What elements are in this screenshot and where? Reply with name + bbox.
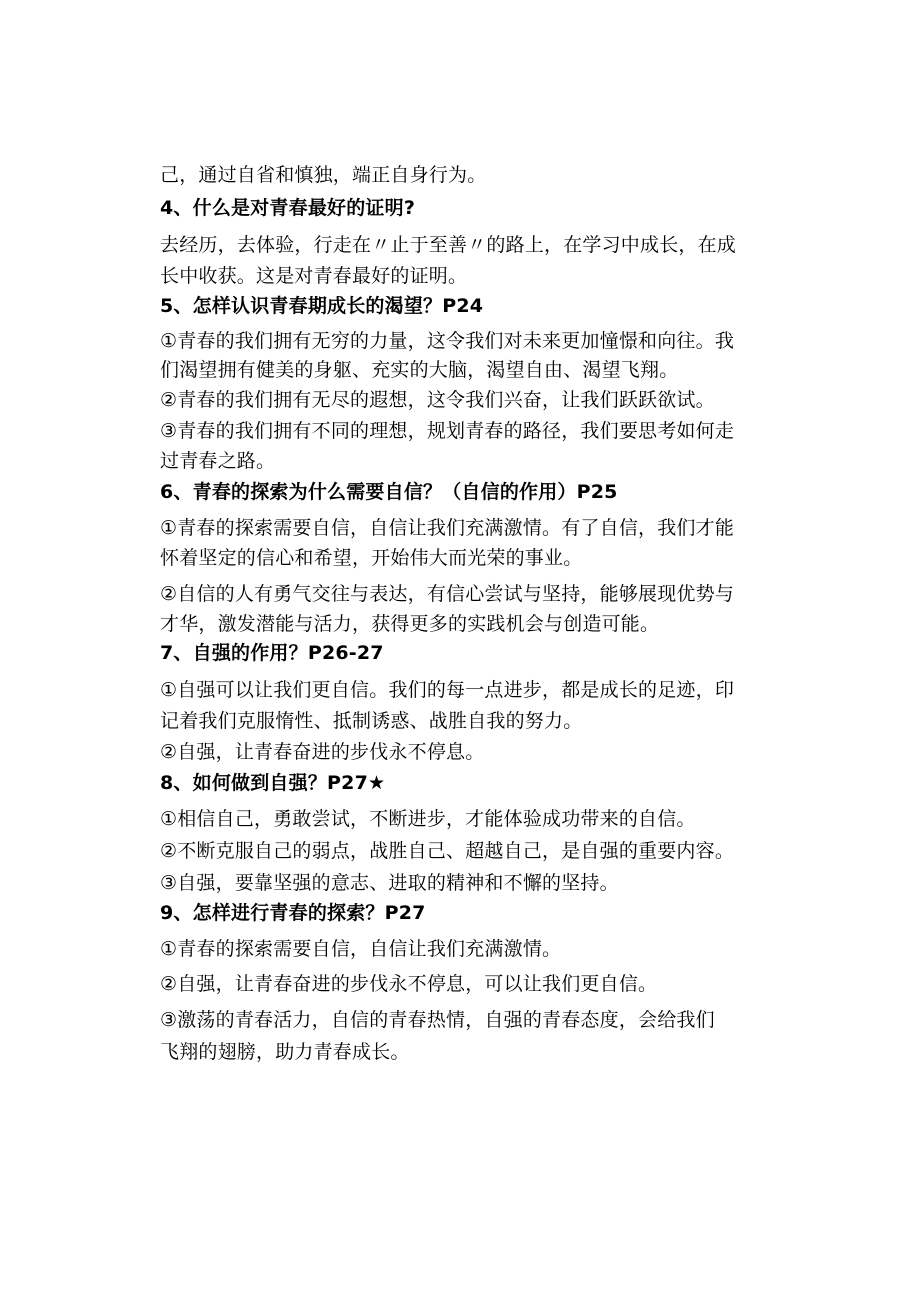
body-line: ①相信自己，勇敢尝试，不断进步，才能体验成功带来的自信。 — [160, 808, 696, 830]
question-heading: 4、什么是对青春最好的证明? — [160, 197, 416, 219]
body-line: ③自强，要靠坚强的意志、进取的精神和不懈的坚持。 — [160, 872, 619, 894]
body-line: ③青春的我们拥有不同的理想，规划青春的路径，我们要思考如何走 — [160, 420, 735, 442]
body-line: 们渴望拥有健美的身躯、充实的大脑，渴望自由、渴望飞翔。 — [160, 359, 679, 381]
body-line: 长中收获。这是对青春最好的证明。 — [160, 265, 468, 287]
body-line: ①青春的探索需要自信，自信让我们充满激情。 — [160, 938, 562, 960]
body-line: 己，通过自省和慎独，端正自身行为。 — [160, 164, 487, 186]
question-heading: 8、如何做到自强？P27★ — [160, 772, 386, 794]
body-line: 才华，激发潜能与活力，获得更多的实践机会与创造可能。 — [160, 613, 660, 635]
body-line: 记着我们克服惰性、抵制诱惑、战胜自我的努力。 — [160, 710, 583, 732]
body-line: 怀着坚定的信心和希望，开始伟大而光荣的事业。 — [160, 547, 583, 569]
body-line: ③激荡的青春活力，自信的青春热情，自强的青春态度，会给我们 — [160, 1009, 715, 1031]
body-line: 过青春之路。 — [160, 450, 276, 472]
body-line: 飞翔的翅膀，助力青春成长。 — [160, 1041, 410, 1063]
question-heading: 7、自强的作用？P26-27 — [160, 642, 384, 664]
question-heading: 6、青春的探索为什么需要自信？（自信的作用）P25 — [160, 481, 618, 503]
body-line: ②自信的人有勇气交往与表达，有信心尝试与坚持，能够展现优势与 — [160, 583, 735, 605]
body-line: ①自强可以让我们更自信。我们的每一点进步，都是成长的足迹，印 — [160, 679, 735, 701]
body-line: ②青春的我们拥有无尽的遐想，这令我们兴奋，让我们跃跃欲试。 — [160, 389, 715, 411]
question-heading: 9、怎样进行青春的探索？P27 — [160, 902, 426, 924]
body-line: ②自强，让青春奋进的步伐永不停息。 — [160, 741, 485, 763]
body-line: ①青春的我们拥有无穷的力量，这令我们对未来更加憧憬和向往。我 — [160, 330, 735, 352]
body-line: ②自强，让青春奋进的步伐永不停息，可以让我们更自信。 — [160, 973, 658, 995]
question-heading: 5、怎样认识青春期成长的渴望？P24 — [160, 295, 484, 317]
body-line: ①青春的探索需要自信，自信让我们充满激情。有了自信，我们才能 — [160, 517, 735, 539]
body-line: 去经历，去体验，行走在〃止于至善〃的路上，在学习中成长，在成 — [160, 234, 737, 256]
body-line: ②不断克服自己的弱点，战胜自己、超越自己，是自强的重要内容。 — [160, 840, 735, 862]
